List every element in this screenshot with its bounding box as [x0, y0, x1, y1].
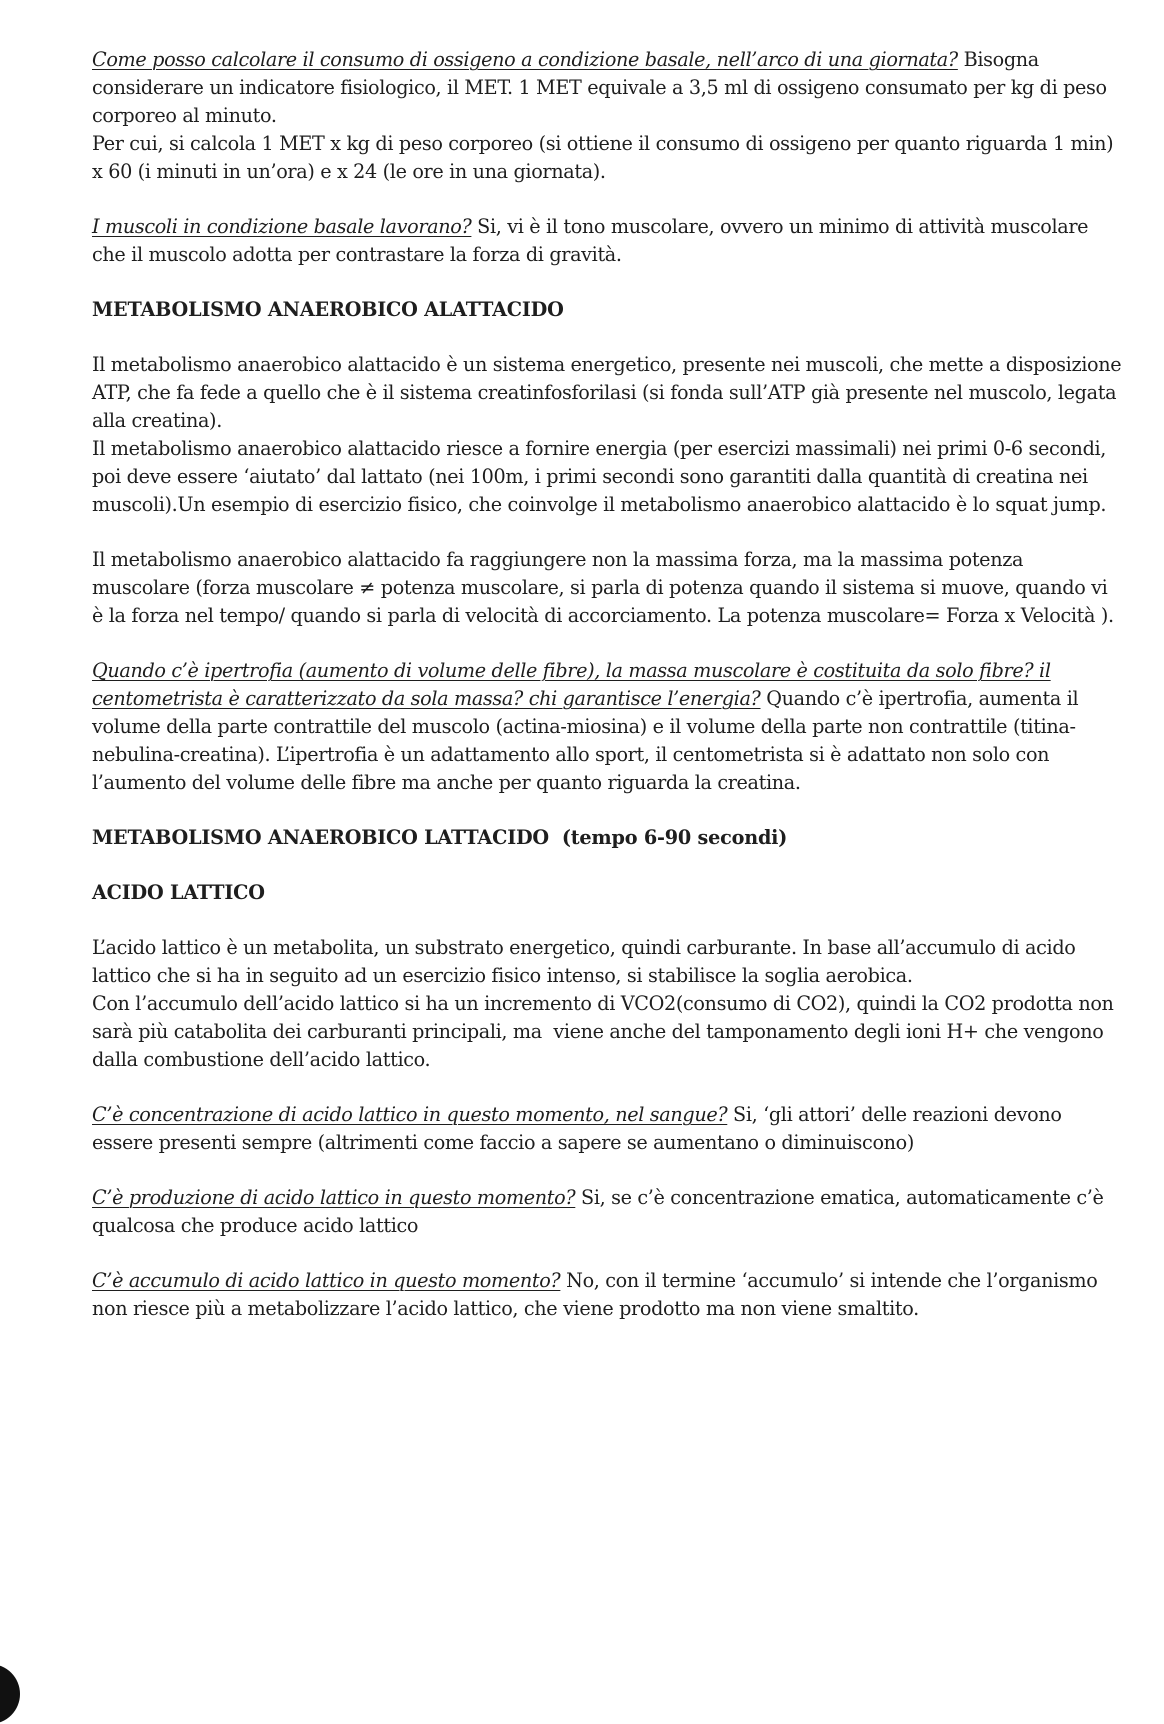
answer-basal-muscles: Si, vi è il tono muscolare, ovvero un minimo di attività muscolare che il muscolo adotta per contrastare la forza di gravità. — [92, 215, 1089, 266]
answer-accumulo: No, con il termine ‘accumulo’ si intende che l’organismo non riesce più a metabolizzare l’acido lattico, che viene prodotto ma non viene smaltito. — [92, 1269, 1098, 1320]
answer-produzione: Si, se c’è concentrazione ematica, automaticamente c’è qualcosa che produce acido lattico — [92, 1186, 1104, 1237]
paragraph-ipertrofia — [92, 657, 1122, 797]
potenza-text: Il metabolismo anaerobico alattacido fa raggiungere non la massima forza, ma la massima potenza muscolare (forza muscolare ≠ potenza muscolare, si parla di potenza quando il sistema si muove, quando vi è la forza nel tempo/ quando si parla di velocità di accorciamento. La potenza muscolare= Forza x Velocità ). — [92, 548, 1114, 627]
heading-alattacido: METABOLISMO ANAEROBICO ALATTACIDO — [92, 298, 564, 321]
paragraph-basal-oxygen — [92, 46, 1122, 186]
paragraph-acido-lattico — [92, 934, 1122, 1074]
question-basal-oxygen: Come posso calcolare il consumo di ossigeno a condizione basale, nell’arco di una giornata? — [92, 48, 958, 71]
paragraph-potenza — [92, 546, 1122, 630]
paragraph-concentrazione — [92, 1101, 1122, 1157]
question-concentrazione: C’è concentrazione di acido lattico in questo momento, nel sangue? — [92, 1103, 728, 1126]
met-calculation: Per cui, si calcola 1 MET x kg di peso corporeo (si ottiene il consumo di ossigeno per quanto riguarda 1 min) x 60 (i minuti in un’ora) e x 24 (le ore in una giornata). — [92, 132, 1114, 183]
answer-ipertrofia: Quando c’è ipertrofia, aumenta il volume della parte contrattile del muscolo (actina-miosina) e il volume della parte non contrattile (titina-nebulina-creatina). L’ipertrofia è un adattamento allo sport, il centometrista si è adattato non solo con l’aumento del volume delle fibre ma anche per quanto riguarda la creatina. — [92, 687, 1079, 794]
heading-acido-lattico: ACIDO LATTICO — [92, 881, 265, 904]
acido-lattico-vco2: Con l’accumulo dell’acido lattico si ha un incremento di VCO2(consumo di CO2), quindi la CO2 prodotta non sarà più catabolita dei carburanti principali, ma viene anche del tamponamento degli ioni H+ che vengono dalla combustione dell’acido lattico. — [92, 992, 1120, 1071]
alattacido-duration: Il metabolismo anaerobico alattacido riesce a fornire energia (per esercizi massimali) nei primi 0-6 secondi, poi deve essere ‘aiutato’ dal lattato (nei 100m, i primi secondi sono garantiti dalla quantità di creatina nei muscoli).Un esempio di esercizio fisico, che coinvolge il metabolismo anaerobico alattacido è lo squat jump. — [92, 437, 1107, 516]
paragraph-produzione — [92, 1184, 1122, 1240]
answer-concentrazione: Si, ‘gli attori’ delle reazioni devono essere presenti sempre (altrimenti come faccio a sapere se aumentano o diminuiscono) — [92, 1103, 1062, 1154]
question-basal-muscles: I muscoli in condizione basale lavorano? — [92, 215, 472, 238]
alattacido-definition: Il metabolismo anaerobico alattacido è un sistema energetico, presente nei muscoli, che mette a disposizione ATP, che fa fede a quello che è il sistema creatinfosforilasi (si fonda sull’ATP già presente nel muscolo, legata alla creatina). — [92, 353, 1122, 432]
question-accumulo: C’è accumulo di acido lattico in questo momento? — [92, 1269, 561, 1292]
heading-lattacido: METABOLISMO ANAEROBICO LATTACIDO (tempo 6-90 secondi) — [92, 826, 788, 849]
question-ipertrofia: Quando c’è ipertrofia (aumento di volume delle fibre), la massa muscolare è costituita da solo fibre? il centometrista è caratterizzato da sola massa? chi garantisce l’energia? — [92, 659, 1051, 710]
paragraph-alattacido-intro — [92, 351, 1122, 519]
acido-lattico-definition: L’acido lattico è un metabolita, un substrato energetico, quindi carburante. In base all’accumulo di acido lattico che si ha in seguito ad un esercizio fisico intenso, si stabilisce la soglia aerobica. — [92, 936, 1076, 987]
document-page — [92, 46, 1122, 1350]
screen-corner-shadow — [0, 1664, 20, 1724]
paragraph-accumulo — [92, 1267, 1122, 1323]
question-produzione: C’è produzione di acido lattico in questo momento? — [92, 1186, 576, 1209]
paragraph-basal-muscles — [92, 213, 1122, 269]
answer-basal-oxygen: Bisogna considerare un indicatore fisiologico, il MET. 1 MET equivale a 3,5 ml di ossigeno consumato per kg di peso corporeo al minuto. — [92, 48, 1107, 127]
